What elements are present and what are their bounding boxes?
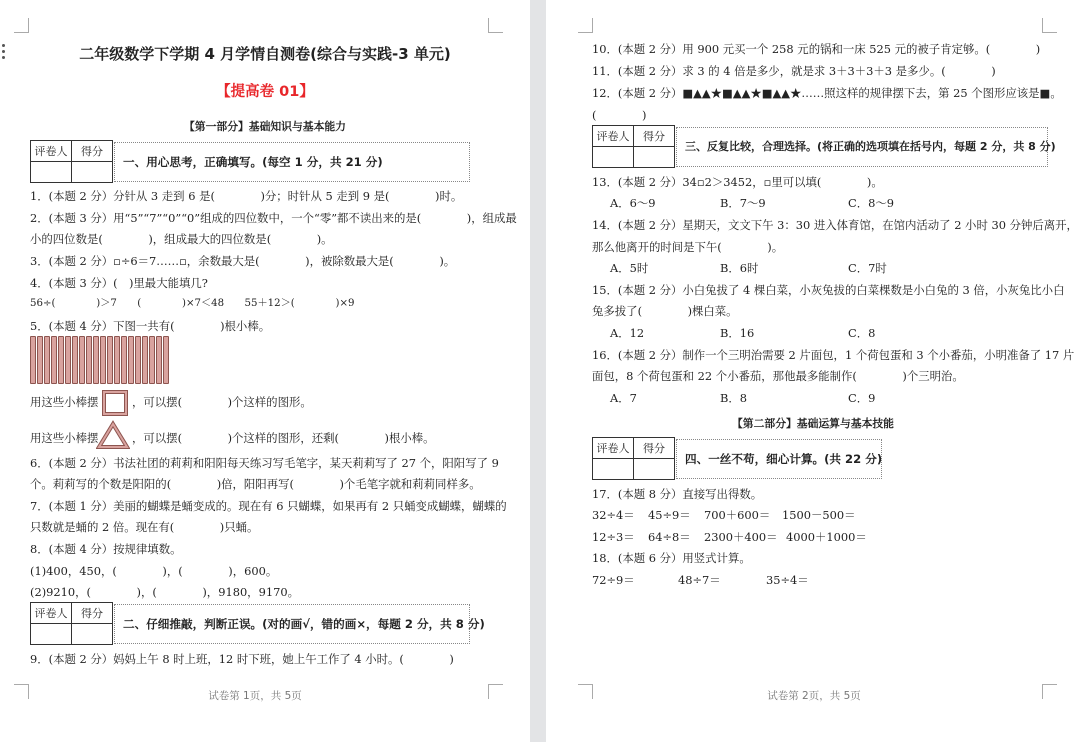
grader-reviewer-cell bbox=[31, 162, 72, 183]
question-16-line-2: 面包，8 个荷包蛋和 22 个小番茄，那他最多能制作( )个三明治。 bbox=[592, 369, 964, 383]
stick bbox=[156, 336, 162, 384]
grader-score-label: 得分 bbox=[72, 603, 113, 624]
corner-mark bbox=[578, 18, 593, 33]
stick bbox=[100, 336, 106, 384]
vertical-calc-item: 48÷7＝ bbox=[678, 573, 721, 587]
calc-item: 700＋600＝ bbox=[704, 508, 771, 522]
question-15-option-b: B．16 bbox=[720, 326, 755, 340]
corner-mark bbox=[578, 684, 593, 699]
question-13-option-c: C．8～9 bbox=[848, 196, 894, 210]
question-15-line-1: 15．(本题 2 分）小白兔拔了 4 棵白菜，小灰兔拔的白菜棵数是小白兔的 3 倍，小灰兔比小白 bbox=[592, 283, 1065, 297]
triangle-sticks-icon bbox=[96, 420, 130, 450]
question-16-option-b: B．8 bbox=[720, 391, 748, 405]
question-5: 5．(本题 4 分）下图一共有( )根小棒。 bbox=[30, 319, 271, 333]
grader-reviewer-cell bbox=[593, 459, 634, 480]
grader-reviewer-label: 评卷人 bbox=[31, 141, 72, 162]
corner-mark bbox=[1042, 684, 1057, 699]
question-16-option-c: C．9 bbox=[848, 391, 876, 405]
question-6-line-1: 6．(本题 2 分）书法社团的莉莉和阳阳每天练习写毛笔字，某天莉莉写了 27 个，阳阳写了 9 bbox=[30, 456, 499, 470]
grader-score-label: 得分 bbox=[634, 126, 675, 147]
question-12-line-2: ( ) bbox=[592, 108, 647, 122]
stick bbox=[72, 336, 78, 384]
question-14-line-2: 那么他离开的时间是下午( )。 bbox=[592, 240, 784, 254]
question-18: 18．(本题 6 分）用竖式计算。 bbox=[592, 551, 751, 565]
vertical-calc-item: 35÷4＝ bbox=[766, 573, 809, 587]
exam-subtitle: 【提高卷 01】 bbox=[216, 84, 314, 100]
question-8-2: (2)9210，( )，( )，9180，9170。 bbox=[30, 585, 299, 599]
grader-score-label: 得分 bbox=[634, 438, 675, 459]
section-3-header: 三、反复比较，合理选择。(将正确的选项填在括号内，每题 2 分，共 8 分) bbox=[676, 127, 1048, 167]
page-2 bbox=[546, 0, 1080, 742]
question-8: 8．(本题 4 分）按规律填数。 bbox=[30, 542, 182, 556]
stick bbox=[163, 336, 169, 384]
calc-item: 45÷9＝ bbox=[648, 508, 691, 522]
calc-item: 4000＋1000＝ bbox=[786, 530, 867, 544]
question-7-line-1: 7．(本题 1 分）美丽的蝴蝶是蛹变成的。现在有 6 只蝴蝶，如果再有 2 只蛹变成蝴蝶，蝴蝶的 bbox=[30, 499, 507, 513]
question-4: 4．(本题 3 分）( )里最大能填几? bbox=[30, 276, 208, 290]
section-4-header: 四、一丝不苟，细心计算。(共 22 分) bbox=[676, 439, 882, 479]
question-3: 3．(本题 2 分）▫÷6＝7……▫，余数最大是( )，被除数最大是( )。 bbox=[30, 254, 456, 268]
question-15-option-c: C．8 bbox=[848, 326, 876, 340]
grader-score-cell bbox=[634, 459, 675, 480]
grader-reviewer-label: 评卷人 bbox=[593, 438, 634, 459]
grader-reviewer-cell bbox=[31, 624, 72, 645]
section-1-header: 一、用心思考，正确填写。(每空 1 分，共 21 分) bbox=[114, 142, 470, 182]
corner-mark bbox=[488, 684, 503, 699]
question-16-line-1: 16．(本题 2 分）制作一个三明治需要 2 片面包，1 个荷包蛋和 3 个小番茄，小明准备了 17 片 bbox=[592, 348, 1075, 362]
part-2-heading: 【第二部分】基础运算与基本技能 bbox=[732, 417, 894, 430]
question-9: 9．(本题 2 分）妈妈上午 8 时上班，12 时下班，她上午工作了 4 小时。( ) bbox=[30, 652, 454, 666]
grader-reviewer-cell bbox=[593, 147, 634, 168]
page-footer: 试卷第 2页，共 5页 bbox=[767, 690, 861, 702]
vertical-calc-item: 72÷9＝ bbox=[592, 573, 635, 587]
question-14-option-a: A．5时 bbox=[610, 261, 649, 275]
question-2-line-2: 小的四位数是( )，组成最大的四位数是( )。 bbox=[30, 232, 333, 246]
calc-item: 2300＋400＝ bbox=[704, 530, 778, 544]
grader-table bbox=[30, 602, 113, 645]
question-2-line-1: 2．(本题 3 分）用“5”“7”“0”“0”组成的四位数中，一个“零”都不读出来的是( )，组成最 bbox=[30, 211, 517, 225]
question-17: 17．(本题 8 分）直接写出得数。 bbox=[592, 487, 763, 501]
question-14-line-1: 14．(本题 2 分）星期天，文文下午 3：30 进入体育馆，在馆内活动了 2 小时 30 分钟后离开， bbox=[592, 218, 1078, 232]
question-15-option-a: A．12 bbox=[610, 326, 645, 340]
grader-table bbox=[592, 125, 675, 168]
question-12-line-1: 12．(本题 2 分）■▲▲★■▲▲★■▲▲★……照这样的规律摆下去，第 25 个图形应该是■。 bbox=[592, 86, 1062, 100]
question-14-option-c: C．7时 bbox=[848, 261, 887, 275]
calc-item: 32÷4＝ bbox=[592, 508, 635, 522]
corner-mark bbox=[14, 684, 29, 699]
exam-title: 二年级数学下学期 4 月学情自测卷(综合与实践-3 单元) bbox=[79, 45, 451, 63]
grader-reviewer-label: 评卷人 bbox=[593, 126, 634, 147]
stick bbox=[44, 336, 50, 384]
calc-item: 1500－500＝ bbox=[782, 508, 856, 522]
stick bbox=[65, 336, 71, 384]
stick bbox=[86, 336, 92, 384]
grader-score-cell bbox=[72, 162, 113, 183]
stick bbox=[149, 336, 155, 384]
page-gap bbox=[530, 0, 546, 742]
grader-reviewer-label: 评卷人 bbox=[31, 603, 72, 624]
section-2-header: 二、仔细推敲，判断正误。(对的画√，错的画×，每题 2 分，共 8 分) bbox=[114, 604, 470, 644]
question-4-items: 56÷( )＞7 ( )×7＜48 55＋12＞( )×9 bbox=[30, 298, 355, 309]
page-footer: 试卷第 1页，共 5页 bbox=[208, 690, 302, 702]
question-16-option-a: A．7 bbox=[610, 391, 637, 405]
question-13-option-a: A．6～9 bbox=[610, 196, 656, 210]
question-15-line-2: 兔多拔了( )棵白菜。 bbox=[592, 304, 738, 318]
corner-mark bbox=[1042, 18, 1057, 33]
grader-table bbox=[592, 437, 675, 480]
square-sticks-icon bbox=[98, 386, 132, 418]
question-5-triangle-prefix: 用这些小棒摆 bbox=[30, 431, 99, 445]
calc-item: 64÷8＝ bbox=[648, 530, 691, 544]
stick bbox=[121, 336, 127, 384]
stick bbox=[107, 336, 113, 384]
stick bbox=[135, 336, 141, 384]
grader-score-label: 得分 bbox=[72, 141, 113, 162]
stick bbox=[30, 336, 36, 384]
question-13: 13．(本题 2 分）34▫2＞3452，▫里可以填( )。 bbox=[592, 175, 883, 189]
grader-score-cell bbox=[72, 624, 113, 645]
grader-score-cell bbox=[634, 147, 675, 168]
grader-table bbox=[30, 140, 113, 183]
stick bbox=[114, 336, 120, 384]
page-1 bbox=[0, 0, 530, 742]
stick bbox=[128, 336, 134, 384]
question-14-option-b: B．6时 bbox=[720, 261, 759, 275]
stick bbox=[79, 336, 85, 384]
question-5-square-suffix: ，可以摆( )个这样的图形。 bbox=[132, 395, 312, 409]
question-10: 10．(本题 2 分）用 900 元买一个 258 元的锅和一床 525 元的被子肯定够。( ) bbox=[592, 42, 1041, 56]
part-1-heading: 【第一部分】基础知识与基本能力 bbox=[184, 120, 346, 133]
stick bbox=[37, 336, 43, 384]
question-7-line-2: 只数就是蛹的 2 倍。现在有( )只蛹。 bbox=[30, 520, 259, 534]
stick bbox=[58, 336, 64, 384]
question-11: 11．(本题 2 分）求 3 的 4 倍是多少，就是求 3＋3＋3＋3 是多少。( ) bbox=[592, 64, 996, 78]
question-5-triangle-suffix: ，可以摆( )个这样的图形，还剩( )根小棒。 bbox=[132, 431, 435, 445]
corner-mark bbox=[488, 18, 503, 33]
question-1: 1．(本题 2 分）分针从 3 走到 6 是( )分；时针从 5 走到 9 是( )时。 bbox=[30, 189, 463, 203]
question-6-line-2: 个。莉莉写的个数是阳阳的( )倍，阳阳再写( )个毛笔字就和莉莉同样多。 bbox=[30, 477, 481, 491]
question-8-1: (1)400，450，( )，( )，600。 bbox=[30, 564, 278, 578]
stick bbox=[93, 336, 99, 384]
stick bbox=[142, 336, 148, 384]
calc-item: 12÷3＝ bbox=[592, 530, 635, 544]
corner-mark bbox=[14, 18, 29, 33]
question-13-option-b: B．7～9 bbox=[720, 196, 766, 210]
question-5-square-prefix: 用这些小棒摆 bbox=[30, 395, 99, 409]
stick bbox=[51, 336, 57, 384]
